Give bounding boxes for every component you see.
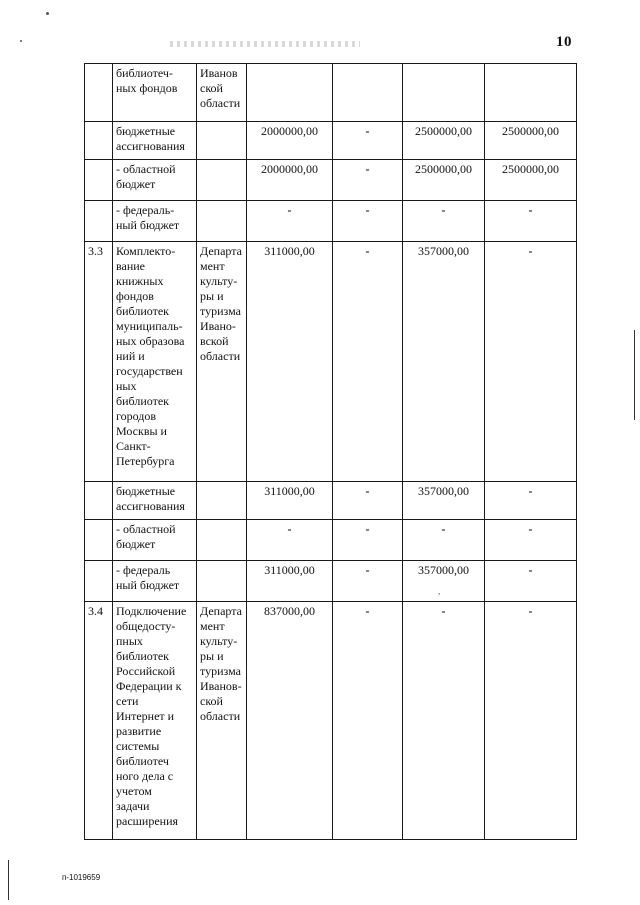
amount-cell-4: 2500000,00 [485, 122, 577, 160]
table-row [85, 520, 577, 561]
executor [197, 602, 247, 840]
amount-cell-1: 311000,00 [247, 242, 333, 482]
item-name-line: ного дела с [116, 769, 174, 783]
scan-stray-mark: , [438, 586, 441, 596]
item-name-line: ассигнования [116, 139, 185, 153]
item-name [113, 482, 197, 520]
executor-line: туризма [200, 304, 241, 318]
page-number: 10 [556, 34, 572, 50]
amount-cell-1: - [247, 520, 333, 561]
amount-cell-3: 357000,00 [403, 561, 485, 602]
amount-cell-2 [333, 64, 403, 122]
item-name-line: бюджетные [116, 124, 176, 138]
executor [197, 482, 247, 520]
amount-cell-3: 2500000,00 [403, 122, 485, 160]
item-name-line: Интернет и [116, 709, 175, 723]
table-row [85, 201, 577, 242]
amount-cell-4: - [485, 602, 577, 840]
amount-cell-4: - [485, 242, 577, 482]
item-name [113, 122, 197, 160]
item-name-line: библиотек [116, 649, 169, 663]
executor-line: области [200, 709, 241, 723]
executor-line: вской [200, 334, 229, 348]
executor-line: культу- [200, 634, 238, 648]
amount-cell-2: - [333, 160, 403, 201]
item-number [85, 201, 113, 242]
amount-cell-2: - [333, 561, 403, 602]
item-number [85, 64, 113, 122]
item-name-line: Комплекто- [116, 244, 176, 258]
item-name-line: ний и [116, 349, 145, 363]
amount-cell-1: 2000000,00 [247, 122, 333, 160]
amount-cell-2: - [333, 242, 403, 482]
amount-cell-1: 837000,00 [247, 602, 333, 840]
item-name [113, 201, 197, 242]
item-name-line: пных [116, 634, 143, 648]
amount-cell-3: - [403, 520, 485, 561]
amount-cell-1: 2000000,00 [247, 160, 333, 201]
amount-cell-1: - [247, 201, 333, 242]
item-name-line: - федераль- [116, 203, 175, 217]
table-row [85, 602, 577, 840]
amount-cell-3: - [403, 602, 485, 840]
item-name [113, 520, 197, 561]
item-name-line: фондов [116, 289, 154, 303]
amount-cell-3: 2500000,00 [403, 160, 485, 201]
item-name-line: расширения [116, 814, 179, 828]
executor-line: мент [200, 619, 225, 633]
scan-edge-line [8, 860, 9, 900]
table-row [85, 482, 577, 520]
executor [197, 561, 247, 602]
executor-line: ской [200, 81, 223, 95]
amount-cell-2: - [333, 201, 403, 242]
item-name [113, 602, 197, 840]
amount-cell-1: 311000,00 [247, 561, 333, 602]
item-name-line: библиотек [116, 304, 169, 318]
item-name-line: - областной [116, 162, 176, 176]
item-name [113, 64, 197, 122]
item-name-line: - федераль [116, 563, 171, 577]
item-number [85, 122, 113, 160]
item-name-line: задачи [116, 799, 150, 813]
item-number: 3.4 [85, 602, 113, 840]
executor [197, 242, 247, 482]
amount-cell-3 [403, 64, 485, 122]
item-name-line: Петербурга [116, 454, 175, 468]
item-name-line: государствен [116, 364, 183, 378]
item-name-line: системы [116, 739, 160, 753]
amount-cell-4: - [485, 561, 577, 602]
amount-cell-3: - [403, 201, 485, 242]
amount-cell-4: - [485, 482, 577, 520]
executor [197, 201, 247, 242]
item-name-line: сети [116, 694, 139, 708]
executor [197, 160, 247, 201]
item-name-line: учетом [116, 784, 152, 798]
item-name-line: ных фондов [116, 81, 178, 95]
executor-line: области [200, 96, 241, 110]
table-row [85, 561, 577, 602]
scan-speck [46, 12, 49, 15]
item-name-line: Санкт- [116, 439, 151, 453]
table-row [85, 242, 577, 482]
item-name-line: Российской [116, 664, 176, 678]
item-name-line: развитие [116, 724, 162, 738]
executor-line: ры и [200, 649, 224, 663]
item-number [85, 520, 113, 561]
item-name [113, 561, 197, 602]
amount-cell-2: - [333, 602, 403, 840]
item-name-line: ных образова [116, 334, 185, 348]
executor-line: культу- [200, 274, 238, 288]
item-name-line: бюджет [116, 177, 156, 191]
executor-line: Ивано- [200, 319, 236, 333]
executor-line: туризма [200, 664, 241, 678]
item-number [85, 561, 113, 602]
item-name-line: ный бюджет [116, 218, 180, 232]
item-number: 3.3 [85, 242, 113, 482]
amount-cell-4: 2500000,00 [485, 160, 577, 201]
item-number [85, 160, 113, 201]
executor-line: области [200, 349, 241, 363]
executor-line: Департа [200, 244, 242, 258]
item-number [85, 482, 113, 520]
item-name-line: Подключение [116, 604, 187, 618]
item-name-line: Москвы и [116, 424, 167, 438]
item-name-line: ный бюджет [116, 578, 180, 592]
executor-line: Иванов- [200, 679, 242, 693]
item-name-line: городов [116, 409, 157, 423]
item-name-line: вание [116, 259, 146, 273]
item-name-line: - областной [116, 522, 176, 536]
item-name-line: бюджетные [116, 484, 176, 498]
footer-code: п-1019659 [62, 873, 101, 882]
amount-cell-2: - [333, 122, 403, 160]
scan-speck [20, 40, 22, 42]
item-name-line: ных [116, 379, 137, 393]
amount-cell-4: - [485, 201, 577, 242]
amount-cell-1 [247, 64, 333, 122]
amount-cell-4: - [485, 520, 577, 561]
item-name-line: бюджет [116, 537, 156, 551]
funding-table [84, 63, 577, 840]
amount-cell-2: - [333, 520, 403, 561]
amount-cell-4 [485, 64, 577, 122]
executor-line: мент [200, 259, 225, 273]
item-name [113, 160, 197, 201]
executor [197, 122, 247, 160]
executor-line: ры и [200, 289, 224, 303]
executor [197, 520, 247, 561]
amount-cell-3: 357000,00 [403, 482, 485, 520]
scan-faint-header [170, 41, 360, 47]
table-row [85, 122, 577, 160]
executor [197, 64, 247, 122]
item-name-line: библиотеч- [116, 66, 173, 80]
scan-edge-line [634, 330, 635, 420]
table-row [85, 160, 577, 201]
item-name-line: книжных [116, 274, 164, 288]
executor-line: ской [200, 694, 223, 708]
item-name-line: библиотек [116, 394, 169, 408]
item-name-line: ассигнования [116, 499, 185, 513]
item-name-line: муниципаль- [116, 319, 183, 333]
item-name-line: библиотеч [116, 754, 169, 768]
amount-cell-1: 311000,00 [247, 482, 333, 520]
executor-line: Иванов [200, 66, 238, 80]
amount-cell-3: 357000,00 [403, 242, 485, 482]
item-name-line: Федерации к [116, 679, 182, 693]
item-name [113, 242, 197, 482]
item-name-line: общедосту- [116, 619, 176, 633]
amount-cell-2: - [333, 482, 403, 520]
executor-line: Департа [200, 604, 242, 618]
table-row [85, 64, 577, 122]
